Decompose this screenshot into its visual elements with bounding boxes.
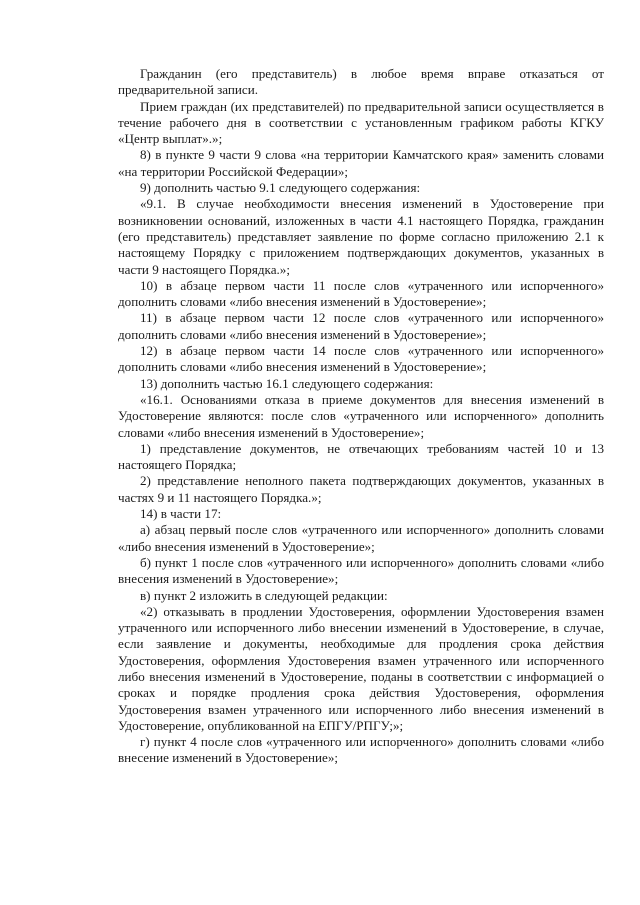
paragraph-point-2-text: «2) отказывать в продлении Удостоверения, оформлении Удостоверения взамен утраченного или испорченного либо внесении изменений в Удостоверение, в случае, если заявление и документы, необходимые для продления срока действия Удостоверения, оформления Удостоверения взамен утраченного или испорченного либо внесения изменений в Удостоверение, поданы в соответствии с информацией о сроках и порядке продления срока действия Удостоверения, оформления Удостоверения взамен утраченного или испорченного либо внесения изменений в Удостоверение, опубликованной на ЕПГУ/РПГУ;»; (118, 603, 604, 733)
paragraph-item-9: 9) дополнить частью 9.1 следующего содержания: (140, 180, 421, 196)
paragraph-subitem-g: г) пункт 4 после слов «утраченного или испорченного» дополнить словами «либо внесение изменений в Удостоверение»; (118, 734, 604, 766)
paragraph-subitem-2: 2) представление неполного пакета подтверждающих документов, указанных в частях 9 и 11 настоящего Порядка.»; (118, 473, 604, 505)
paragraph-subitem-b: б) пункт 1 после слов «утраченного или испорченного» дополнить словами «либо внесения изменений в Удостоверение»; (118, 554, 604, 587)
paragraph-item-10: 10) в абзаце первом части 11 после слов «утраченного или испорченного» дополнить словами «либо внесения изменений в Удостоверение»; (118, 277, 604, 310)
paragraph-subitem-1: 1) представление документов, не отвечающих требованиям частей 10 и 13 настоящего Порядка; (118, 440, 604, 473)
paragraph-part-16-1: «16.1. Основаниями отказа в приеме документов для внесения изменений в Удостоверение являются: после слов «утраченного или испорченного» дополнить словами «либо внесения изменений в Удостоверение»; (118, 391, 604, 440)
document-body (118, 66, 604, 767)
paragraph-item-12: 12) в абзаце первом части 14 после слов «утраченного или испорченного» дополнить словами «либо внесения изменений в Удостоверение»; (118, 343, 604, 375)
paragraph-reception-schedule: Прием граждан (их представителей) по предварительной записи осуществляется в течение рабочего дня в соответствии с установленным графиком работы КГКУ «Центр выплат».»; (118, 98, 604, 147)
paragraph-subitem-a: а) абзац первый после слов «утраченного или испорченного» дополнить словами «либо внесения изменений в Удостоверение»; (118, 522, 604, 554)
paragraph-item-13: 13) дополнить частью 16.1 следующего содержания: (140, 375, 434, 391)
paragraph-part-9-1: «9.1. В случае необходимости внесения изменений в Удостоверение при возникновении оснований, изложенных в части 4.1 настоящего Порядка, гражданин (его представитель) представляет заявление по форме согласно приложению 2.1 к настоящему Порядку с приложением подтверждающих документов, указанных в части 9 настоящего Порядка.»; (118, 196, 604, 277)
paragraph-subitem-v: в) пункт 2 изложить в следующей редакции: (140, 587, 388, 603)
paragraph-item-11: 11) в абзаце первом части 12 после слов «утраченного или испорченного» дополнить словами «либо внесения изменений в Удостоверение»; (118, 310, 604, 342)
paragraph-citizen-refusal: Гражданин (его представитель) в любое время вправе отказаться от предварительной записи. (118, 66, 604, 98)
paragraph-item-8: 8) в пункте 9 части 9 слова «на территории Камчатского края» заменить словами «на территории Российской Федерации»; (118, 147, 604, 179)
paragraph-item-14: 14) в части 17: (140, 506, 222, 522)
